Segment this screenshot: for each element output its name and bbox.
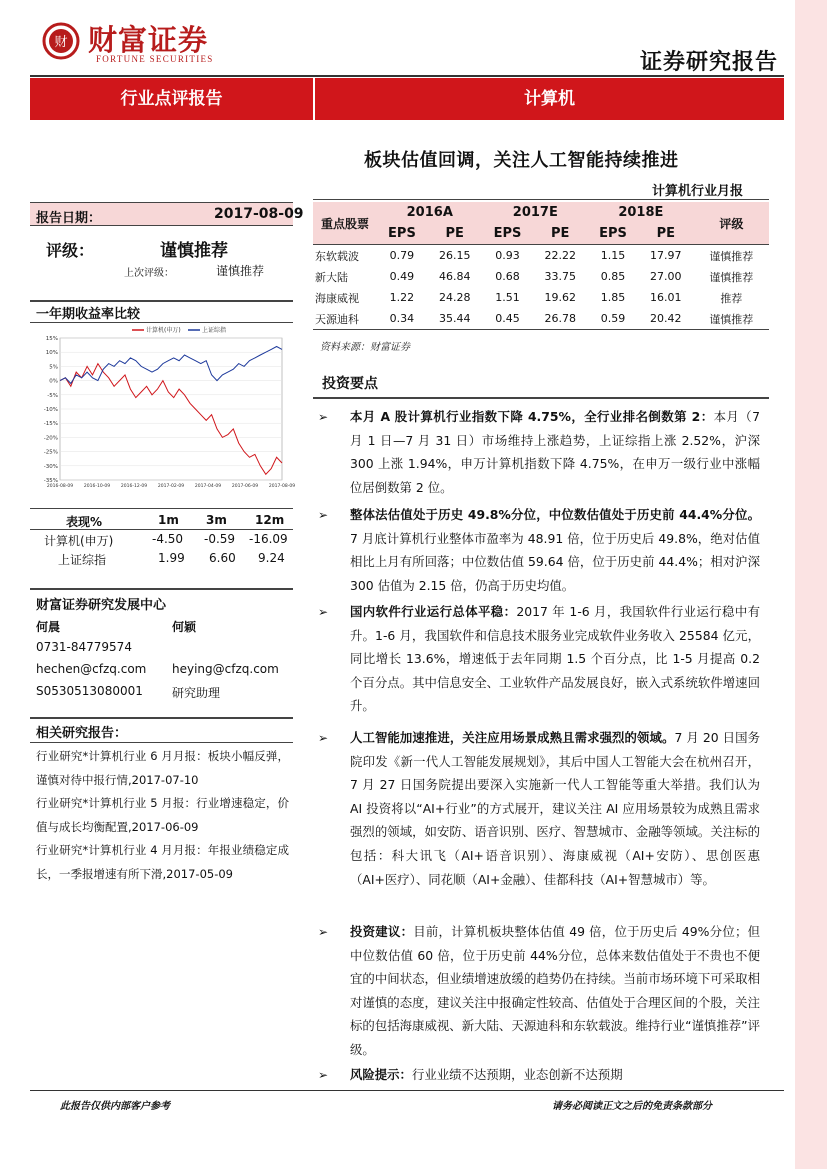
stocks-sub-eps: EPS: [388, 226, 416, 241]
stock-cell: 33.75: [544, 270, 576, 283]
analyst-phone: 0731-84779574: [36, 640, 132, 654]
key-point-body: 7 月底计算机行业整体市盈率为 48.91 倍，位于历史后 49.8%，绝对估值相比上月有所回落；中位数估值 59.64 倍，位于历史前 44.4%；相对沪深 300 估值为 2.15 倍，仍高于历史均值。: [350, 530, 760, 593]
stock-cell: 22.22: [544, 249, 576, 262]
y-tick-label: -5%: [47, 392, 58, 399]
legend-label: 计算机(申万): [146, 327, 181, 334]
x-tick-label: 2017-06-09: [231, 484, 259, 489]
perf-row-name: 计算机(申万): [44, 534, 114, 548]
y-tick-label: -35%: [43, 478, 58, 484]
key-point-body: 2017 年 1-6 月，我国软件行业运行稳中有升。1-6 月，我国软件和信息技术服务业完成软件业务收入 25584 亿元，同比增长 13.6%，增速低于去年同期 1.5 个百分点，比 1-5 月提高 0.2 个百分点。其中信息安全、工业软件产品发展良好，嵌入式系统软件增速回升。: [350, 604, 761, 714]
stock-cell: 0.45: [495, 312, 520, 325]
analyst-email[interactable]: hechen@cfzq.com: [36, 662, 147, 676]
stock-name: 东软载波: [315, 249, 359, 263]
stocks-sub-eps: EPS: [493, 226, 522, 241]
arrow-bullet-icon: ➢: [318, 1068, 329, 1082]
key-point-head: 国内软件行业运行总体平稳：: [350, 604, 517, 619]
chart-title: 一年期收益率比较: [36, 307, 141, 322]
previous-rating-label: 上次评级：: [124, 268, 174, 279]
y-tick-label: 5%: [49, 364, 58, 371]
perf-header-12m: 12m: [255, 513, 285, 527]
perf-row-3m: -0.59: [204, 532, 236, 546]
related-report[interactable]: 行业研究*计算机行业 6 月月报：板块小幅反弹，谨慎对待中报行情,2017-07-10: [36, 749, 289, 787]
y-tick-label: -15%: [43, 421, 58, 428]
y-tick-label: -30%: [43, 463, 58, 470]
footer-rule: [30, 1090, 784, 1091]
x-tick-label: 2017-04-09: [194, 484, 222, 489]
arrow-bullet-icon: ➢: [318, 508, 329, 522]
report-category: 行业点评报告: [120, 89, 223, 109]
y-tick-label: 15%: [45, 336, 58, 342]
rule: [30, 202, 293, 203]
stock-name: 天源迪科: [315, 312, 359, 326]
stocks-header-rating: 评级: [719, 216, 744, 231]
stock-cell: 24.28: [438, 291, 471, 304]
rule: [30, 322, 293, 323]
arrow-bullet-icon: ➢: [318, 410, 329, 424]
title-rule: [313, 199, 769, 200]
stock-cell: 0.93: [495, 249, 520, 262]
related-reports-title: 相关研究报告：: [36, 726, 128, 741]
brand-name: 财富证券: [88, 23, 209, 57]
rule: [30, 508, 293, 509]
y-tick-label: 0%: [49, 378, 58, 385]
stock-rating: 谨慎推荐: [709, 270, 754, 284]
perf-row-3m: 6.60: [209, 551, 236, 565]
rating-label: 评级：: [46, 241, 95, 260]
y-tick-label: -10%: [43, 407, 58, 413]
stock-cell: 20.42: [650, 312, 682, 325]
key-point-head: 整体法估值处于历史 49.8%分位，中位数估值处于历史前 44.4%分位。: [350, 507, 760, 522]
report-date-label: 报告日期：: [36, 211, 102, 226]
right-margin-strip: [795, 0, 827, 1169]
legend-label: 上证综指: [202, 327, 227, 334]
stock-name: 海康威视: [315, 291, 359, 305]
key-point-body: 本月（7 月 1 日—7 月 31 日）市场维持上涨趋势，上证综指上涨 2.52%，沪深 300 上涨 1.94%，申万计算机指数下降 4.75%，在申万一级行业中涨幅位居倒数第 2 位。: [350, 409, 760, 495]
stock-cell: 0.49: [389, 270, 415, 283]
table-row: [313, 266, 769, 287]
perf-header-1m: 1m: [158, 513, 179, 527]
industry-name: 计算机: [524, 89, 575, 109]
x-tick-label: 2016-08-09: [46, 484, 74, 489]
assistant-role: 研究助理: [172, 686, 221, 700]
document-type: 证券研究报告: [640, 49, 779, 75]
table-source-note: 资料来源：财富证券: [320, 342, 410, 353]
rule: [30, 529, 293, 530]
perf-row-1m: 1.99: [158, 551, 185, 565]
key-point-body: 行业业绩不达预期，业态创新不达预期: [411, 1067, 623, 1082]
rule: [30, 300, 293, 302]
stocks-sub-eps: EPS: [599, 226, 627, 241]
footer-disclaimer-note: 请务必阅读正文之后的免责条款部分: [552, 1101, 712, 1112]
header-rule: [30, 75, 784, 77]
key-point: [350, 600, 760, 718]
x-tick-label: 2017-08-09: [268, 484, 296, 489]
stock-cell: 0.79: [389, 249, 415, 262]
analyst-name: 何晨: [36, 620, 61, 634]
stock-cell: 0.85: [600, 270, 626, 283]
arrow-bullet-icon: ➢: [318, 925, 329, 939]
stock-cell: 1.15: [600, 249, 626, 262]
stock-cell: 1.85: [600, 291, 626, 304]
rule: [313, 397, 769, 399]
key-point-head: 风险提示：: [350, 1067, 412, 1082]
key-point-head: 本月 A 股计算机行业指数下降 4.75%，全行业排名倒数第 2：: [350, 409, 714, 424]
stock-name: 新大陆: [315, 270, 348, 284]
key-point: [350, 920, 760, 1062]
related-report[interactable]: 行业研究*计算机行业 4 月月报：年报业绩稳定成长，一季报增速有所下滑,2017-05-09: [36, 843, 289, 881]
key-point: [350, 726, 760, 891]
assistant-name: 何颖: [172, 620, 197, 634]
key-point: [350, 503, 760, 597]
y-tick-label: -20%: [43, 435, 58, 442]
stocks-sub-pe: PE: [551, 226, 570, 241]
table-row: [313, 245, 769, 267]
key-point-body: 目前，计算机板块整体估值 49 倍，位于历史后 49%分位；但中位数估值 60 倍，位于历史前 44%分位，总体来数估值处于不贵也不便宜的中间状态，但业绩增速放缓的趋势仍在持续。当前市场环境下可采取相对谨慎的态度，建议关注中报确定性较高、估值处于合理区间的个股，关注标的包括海康威视、新大陆、天源迪科和东软载波。维持行业“谨慎推荐”评级。: [350, 924, 760, 1057]
svg-text:财: 财: [54, 35, 68, 50]
stocks-sub-pe: PE: [445, 226, 464, 241]
stock-cell: 16.01: [650, 291, 682, 304]
key-stocks-table: [313, 202, 769, 330]
stock-cell: 1.51: [495, 291, 520, 304]
perf-row-1m: -4.50: [152, 532, 184, 546]
rule: [30, 717, 293, 719]
key-point-head: 投资建议：: [350, 924, 414, 939]
perf-header-name: 表现%: [66, 515, 103, 529]
arrow-bullet-icon: ➢: [318, 605, 329, 619]
y-tick-label: -25%: [43, 449, 58, 456]
related-report[interactable]: 行业研究*计算机行业 5 月报：行业增速稳定，价值与成长均衡配置,2017-06-09: [36, 796, 289, 834]
key-point: [350, 1063, 760, 1087]
table-row: [313, 287, 769, 308]
stock-cell: 35.44: [438, 312, 471, 325]
key-point: [350, 405, 760, 499]
stock-rating: 推荐: [720, 291, 743, 305]
stocks-header-name: 重点股票: [320, 216, 369, 231]
stock-cell: 0.68: [495, 270, 520, 283]
stock-cell: 27.00: [650, 270, 682, 283]
stock-cell: 17.97: [650, 249, 682, 262]
x-tick-label: 2016-12-09: [120, 484, 148, 489]
arrow-bullet-icon: ➢: [318, 731, 329, 745]
return-comparison-chart: [36, 324, 296, 500]
stock-cell: 19.62: [544, 291, 576, 304]
stocks-year: 2016A: [406, 205, 453, 220]
key-point-head: 人工智能加速推进，关注应用场景成熟且需求强烈的领域。: [350, 730, 675, 745]
stock-cell: 46.84: [438, 270, 471, 283]
report-title: 板块估值回调，关注人工智能持续推进: [364, 150, 679, 171]
perf-row-name: 上证综指: [58, 553, 107, 567]
key-point-body: 7 月 20 日国务院印发《新一代人工智能发展规划》，其后中国人工智能大会在杭州召开，7 月 27 日国务院提出要深入实施新一代人工智能等重大举措。我们认为 AI 投资将以“AI+行业”的方式展开，建议关注 AI 应用场景较为成熟且需求强烈的领域，如安防、语音识别、医疗、智慧城市、金融等领域。关注标的包括：科大讯飞（AI+语音识别）、海康威视（AI+安防）、思创医惠（AI+医疗）、同花顺（AI+金融）、佳都科技（AI+智慧城市）等。: [350, 730, 761, 887]
rule: [30, 742, 293, 743]
series-line: [60, 364, 282, 475]
analyst-certificate: S0530513080001: [36, 684, 143, 698]
x-tick-label: 2016-10-09: [83, 484, 111, 489]
key-points-title: 投资要点: [322, 376, 378, 392]
perf-header-3m: 3m: [206, 513, 227, 527]
x-tick-label: 2017-02-09: [157, 484, 185, 489]
y-tick-label: 10%: [45, 350, 58, 357]
stock-rating: 谨慎推荐: [709, 249, 754, 263]
assistant-email[interactable]: heying@cfzq.com: [172, 662, 279, 676]
stock-cell: 26.15: [438, 249, 471, 262]
perf-row-12m: -16.09: [249, 532, 288, 546]
stock-rating: 谨慎推荐: [709, 312, 754, 326]
stock-cell: 26.78: [544, 312, 576, 325]
footer-left-note: 此报告仅供内部客户参考: [60, 1101, 170, 1112]
rating-value: 谨慎推荐: [160, 241, 228, 261]
brand-name-english: FORTUNE SECURITIES: [96, 54, 214, 64]
perf-row-12m: 9.24: [258, 551, 285, 565]
stocks-year: 2017E: [512, 205, 558, 220]
stock-cell: 1.22: [389, 291, 415, 304]
rule: [30, 588, 293, 590]
stock-cell: 0.34: [389, 312, 415, 325]
stock-cell: 0.59: [600, 312, 626, 325]
brand-logo-icon: [42, 22, 80, 60]
report-date-value: 2017-08-09: [214, 206, 304, 222]
stocks-sub-pe: PE: [656, 226, 675, 241]
stocks-year: 2018E: [618, 205, 664, 220]
report-subtitle: 计算机行业月报: [652, 184, 744, 199]
table-row: [313, 308, 769, 330]
research-center-title: 财富证券研究发展中心: [36, 598, 167, 613]
previous-rating-value: 谨慎推荐: [216, 264, 265, 278]
